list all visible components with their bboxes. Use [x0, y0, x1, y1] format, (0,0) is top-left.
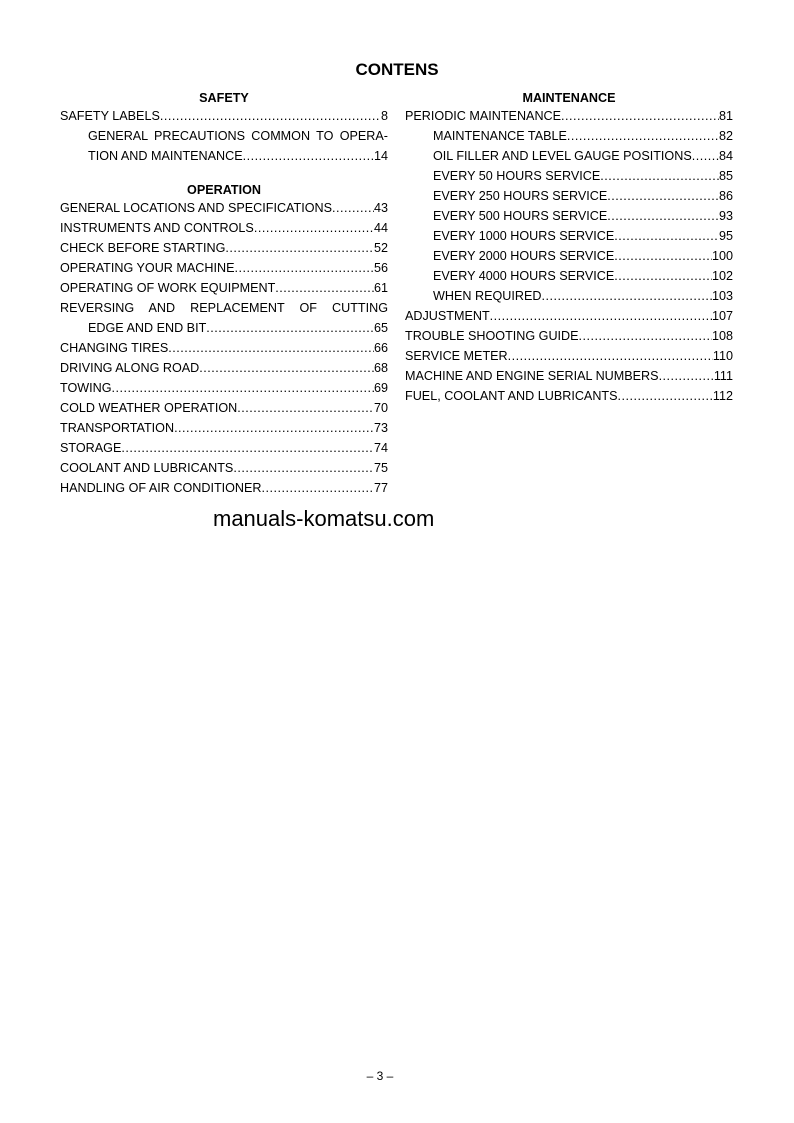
- toc-entry-page: 73: [373, 421, 388, 435]
- dot-leader: [618, 386, 713, 406]
- toc-entry[interactable]: [60, 318, 388, 338]
- toc-entry[interactable]: [405, 246, 733, 266]
- toc-entry-page: 61: [373, 281, 388, 295]
- toc-entry-page: 93: [718, 209, 733, 223]
- toc-entry[interactable]: [60, 278, 388, 298]
- toc-entry-title: EVERY 500 HOURS SERVICE: [433, 209, 608, 223]
- toc-entry-title: EVERY 1000 HOURS SERVICE: [433, 229, 615, 243]
- dot-leader: [160, 106, 381, 126]
- dot-leader: [237, 398, 374, 418]
- dot-leader: [174, 418, 374, 438]
- toc-entry-title: OIL FILLER AND LEVEL GAUGE POSITIONS: [433, 149, 692, 163]
- dot-leader: [275, 278, 374, 298]
- toc-entry-page: 82: [718, 129, 733, 143]
- toc-entry-title: ADJUSTMENT: [405, 309, 490, 323]
- toc-entry-title: COLD WEATHER OPERATION: [60, 401, 238, 415]
- page-title: CONTENS: [355, 60, 439, 79]
- section-heading-operation: OPERATION: [187, 183, 261, 197]
- toc-entry[interactable]: [405, 106, 733, 126]
- toc-entry[interactable]: [60, 458, 388, 478]
- toc-entry-page: 102: [711, 269, 733, 283]
- toc-entry-title: TROUBLE SHOOTING GUIDE: [405, 329, 579, 343]
- toc-entry-title: DRIVING ALONG ROAD: [60, 361, 200, 375]
- dot-leader: [233, 458, 374, 478]
- toc-entry-title: FUEL, COOLANT AND LUBRICANTS: [405, 389, 618, 403]
- toc-entry-title: CHANGING TIRES: [60, 341, 169, 355]
- section-heading-safety: SAFETY: [199, 91, 249, 105]
- toc-entry-page: 111: [713, 369, 733, 383]
- toc-entry[interactable]: [60, 126, 388, 146]
- toc-entry-page: 110: [712, 349, 733, 363]
- toc-entry-page: 81: [718, 109, 733, 123]
- toc-entry-title: COOLANT AND LUBRICANTS: [60, 461, 234, 475]
- dot-leader: [121, 438, 374, 458]
- toc-entry[interactable]: [60, 378, 388, 398]
- toc-entry-title: REVERSING AND REPLACEMENT OF CUTTING: [60, 301, 388, 315]
- toc-entry-title: EVERY 50 HOURS SERVICE: [433, 169, 601, 183]
- toc-entry-page: 74: [373, 441, 388, 455]
- watermark: manuals-komatsu.com: [213, 506, 435, 531]
- toc-entry-title: CHECK BEFORE STARTING: [60, 241, 226, 255]
- toc-entry[interactable]: [60, 106, 388, 126]
- toc-entry[interactable]: [60, 298, 388, 318]
- dot-leader: [541, 286, 712, 306]
- toc-entry[interactable]: [60, 258, 388, 278]
- toc-entry-page: 103: [711, 289, 733, 303]
- dot-leader: [614, 246, 712, 266]
- toc-entry-title: INSTRUMENTS AND CONTROLS: [60, 221, 254, 235]
- dot-leader: [561, 106, 719, 126]
- toc-entry-title: GENERAL LOCATIONS AND SPECIFICATIONS: [60, 201, 332, 215]
- toc-entry-page: 68: [373, 361, 388, 375]
- toc-entry-title: MAINTENANCE TABLE: [433, 129, 567, 143]
- toc-entry-page: 85: [718, 169, 733, 183]
- toc-entry-page: 95: [718, 229, 733, 243]
- toc-entry-page: 100: [711, 249, 733, 263]
- toc-entry[interactable]: [405, 126, 733, 146]
- toc-entry-title: HANDLING OF AIR CONDITIONER: [60, 481, 262, 495]
- toc-entry[interactable]: [60, 438, 388, 458]
- toc-entry[interactable]: [405, 286, 733, 306]
- toc-entry-page: 43: [373, 201, 388, 215]
- toc-entry-title: STORAGE: [60, 441, 122, 455]
- toc-entry-page: 14: [373, 149, 388, 163]
- toc-entry[interactable]: [60, 198, 388, 218]
- page-number: – 3 –: [366, 1069, 394, 1083]
- dot-leader: [600, 166, 719, 186]
- toc-entry-title: PERIODIC MAINTENANCE: [405, 109, 562, 123]
- toc-entry-page: 65: [373, 321, 388, 335]
- toc-entry-page: 70: [373, 401, 388, 415]
- dot-leader: [490, 306, 712, 326]
- section-heading-maintenance: MAINTENANCE: [522, 91, 616, 105]
- toc-entry-title: GENERAL PRECAUTIONS COMMON TO OPERA-: [88, 129, 388, 143]
- toc-entry[interactable]: [60, 358, 388, 378]
- toc-entry[interactable]: [60, 238, 388, 258]
- dot-leader: [262, 478, 374, 498]
- dot-leader: [332, 198, 374, 218]
- dot-leader: [508, 346, 713, 366]
- dot-leader: [607, 186, 719, 206]
- toc-entry[interactable]: [60, 338, 388, 358]
- toc-entry-title: SAFETY LABELS: [60, 109, 160, 123]
- toc-left-column: [60, 90, 388, 498]
- toc-right-column: [405, 90, 733, 406]
- toc-entry-page: 84: [718, 149, 733, 163]
- toc-entry-title: EDGE AND END BIT: [88, 321, 207, 335]
- toc-entry-page: 108: [711, 329, 733, 343]
- toc-entry-page: 69: [373, 381, 388, 395]
- toc-entry-page: 112: [712, 389, 733, 403]
- toc-entry[interactable]: [405, 366, 733, 386]
- toc-entry-page: 56: [373, 261, 388, 275]
- toc-entry-title: OPERATING YOUR MACHINE: [60, 261, 235, 275]
- toc-entry-page: 52: [373, 241, 388, 255]
- toc-entry[interactable]: [60, 398, 388, 418]
- toc-entry[interactable]: [405, 206, 733, 226]
- toc-entry[interactable]: [405, 166, 733, 186]
- toc-entry[interactable]: [405, 146, 733, 166]
- dot-leader: [234, 258, 374, 278]
- dot-leader: [567, 126, 719, 146]
- toc-entry-page: 66: [373, 341, 388, 355]
- dot-leader: [692, 146, 719, 166]
- toc-entry-title: MACHINE AND ENGINE SERIAL NUMBERS: [405, 369, 659, 383]
- toc-entry[interactable]: [405, 386, 733, 406]
- toc-entry-page: 8: [380, 109, 388, 123]
- dot-leader: [243, 146, 374, 166]
- dot-leader: [225, 238, 374, 258]
- toc-entry-title: EVERY 2000 HOURS SERVICE: [433, 249, 615, 263]
- dot-leader: [614, 226, 719, 246]
- dot-leader: [112, 378, 374, 398]
- dot-leader: [206, 318, 374, 338]
- dot-leader: [199, 358, 374, 378]
- toc-entry-title: EVERY 4000 HOURS SERVICE: [433, 269, 615, 283]
- dot-leader: [254, 218, 374, 238]
- safety-list: [60, 106, 388, 166]
- toc-entry[interactable]: [60, 146, 388, 166]
- toc-entry[interactable]: [405, 306, 733, 326]
- toc-entry-title: TRANSPORTATION: [60, 421, 175, 435]
- operation-list: [60, 198, 388, 498]
- toc-entry-title: SERVICE METER: [405, 349, 508, 363]
- toc-entry-page: 77: [373, 481, 388, 495]
- toc-entry[interactable]: [405, 346, 733, 366]
- toc-entry-page: 86: [718, 189, 733, 203]
- toc-entry-page: 107: [711, 309, 733, 323]
- dot-leader: [168, 338, 374, 358]
- toc-entry-title: TOWING: [60, 381, 112, 395]
- toc-entry[interactable]: [60, 478, 388, 498]
- toc-entry-title: WHEN REQUIRED: [433, 289, 542, 303]
- toc-entry-title: TION AND MAINTENANCE: [88, 149, 243, 163]
- toc-entry[interactable]: [405, 326, 733, 346]
- toc-entry[interactable]: [405, 226, 733, 246]
- toc-entry[interactable]: [60, 218, 388, 238]
- maintenance-list: [405, 106, 733, 406]
- toc-entry-page: 44: [373, 221, 388, 235]
- toc-entry[interactable]: [405, 186, 733, 206]
- toc-entry[interactable]: [60, 418, 388, 438]
- dot-leader: [579, 326, 712, 346]
- dot-leader: [614, 266, 712, 286]
- toc-entry-page: 75: [373, 461, 388, 475]
- toc-entry[interactable]: [405, 266, 733, 286]
- toc-entry-title: EVERY 250 HOURS SERVICE: [433, 189, 608, 203]
- dot-leader: [659, 366, 714, 386]
- dot-leader: [607, 206, 719, 226]
- toc-entry-title: OPERATING OF WORK EQUIPMENT: [60, 281, 276, 295]
- section-gap: [60, 166, 388, 182]
